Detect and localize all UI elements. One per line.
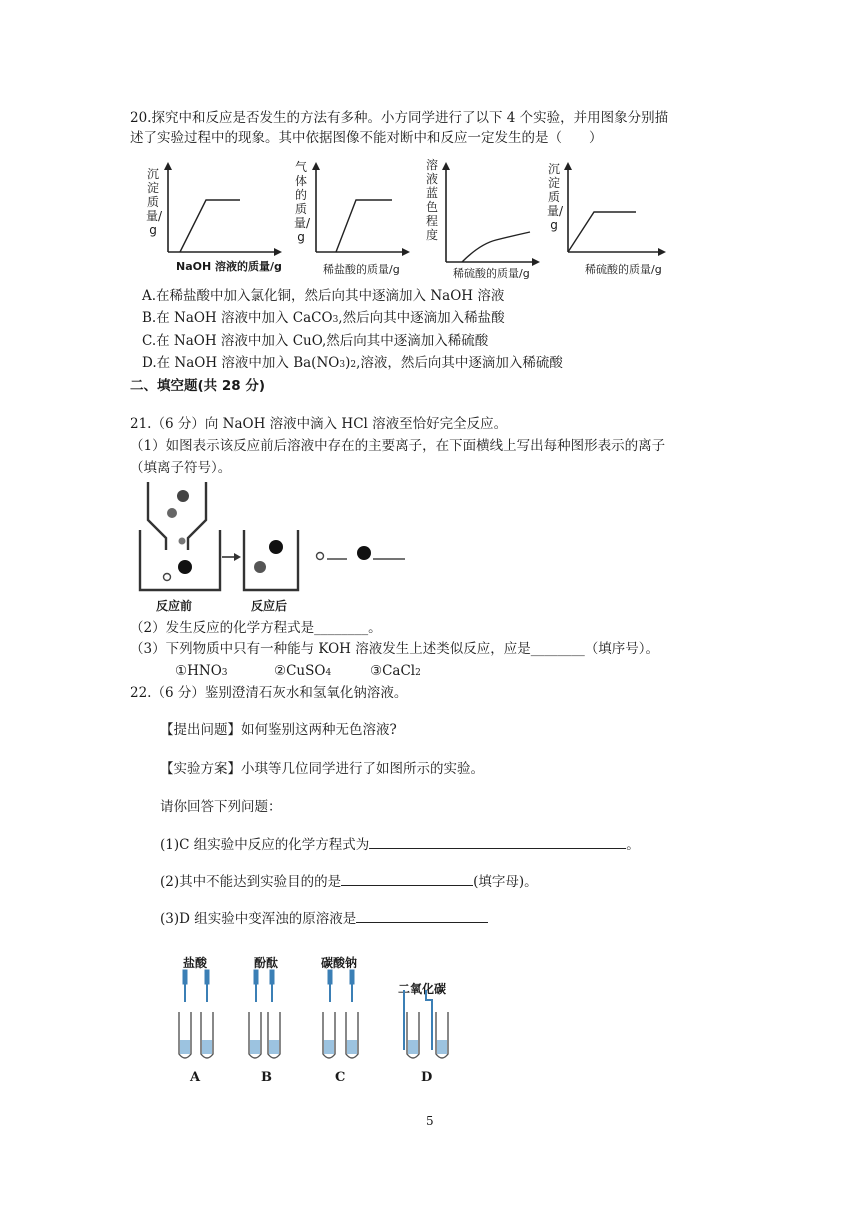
reagent-label-a: 盐酸 [183, 956, 208, 970]
graph-3-xlabel: 稀硫酸的质量/g [453, 267, 530, 280]
q22-intro: 22.（6 分）鉴别澄清石灰水和氢氧化钠溶液。 [130, 685, 408, 701]
group-label-d: D [421, 1070, 433, 1085]
group-label-c: C [335, 1070, 346, 1085]
page-number: 5 [426, 1114, 434, 1128]
q20-option-a: A.在稀盐酸中加入氯化铜，然后向其中逐滴加入 NaOH 溶液 [142, 288, 505, 304]
graph-2-xlabel: 稀盐酸的质量/g [323, 263, 400, 276]
q21-option-1: ①HNO3 [175, 663, 228, 679]
graph-1-ylabel: 沉淀质量/g [146, 167, 163, 237]
graph-4-xlabel: 稀硫酸的质量/g [585, 263, 662, 276]
q20-option-d: D.在 NaOH 溶液中加入 Ba(NO3)2,溶液，然后向其中逐滴加入稀硫酸 [142, 355, 563, 371]
q21-option-3: ③CaCl2 [370, 663, 421, 679]
reagent-label-b: 酚酞 [254, 956, 279, 970]
graph-4-ylabel: 沉淀质量/g [547, 162, 564, 232]
group-label-a: A [190, 1070, 201, 1085]
q22-plan: 【实验方案】小琪等几位同学进行了如图所示的实验。 [160, 761, 484, 777]
reagent-label-c: 碳酸钠 [321, 956, 358, 970]
graph-3-ylabel: 溶液蓝色程度 [425, 158, 438, 242]
q22-part1: (1)C 组实验中反应的化学方程式为 。 [160, 834, 640, 855]
q22-part3: (3)D 组实验中变浑浊的原溶液是 [160, 908, 488, 929]
q21-part2: （2）发生反应的化学方程式是________。 [130, 620, 382, 636]
label-before-reaction: 反应前 [156, 599, 193, 613]
q21-part1-line1: （1）如图表示该反应前后溶液中存在的主要离子，在下面横线上写出每种图形表示的离子 [130, 438, 666, 454]
q20-option-b: B.在 NaOH 溶液中加入 CaCO3,然后向其中逐滴加入稀盐酸 [142, 310, 505, 326]
q21-option-2: ②CuSO4 [274, 663, 332, 679]
section-heading: 二、填空题(共 28 分) [130, 378, 266, 394]
q22-part2: (2)其中不能达到实验目的的是 (填字母)。 [160, 871, 538, 892]
q22-question: 【提出问题】如何鉴别这两种无色溶液? [160, 722, 397, 738]
q21-part1-line2: （填离子符号）。 [130, 460, 232, 476]
q21-intro: 21.（6 分）向 NaOH 溶液中滴入 HCl 溶液至恰好完全反应。 [130, 416, 508, 432]
q20-line1: 20.探究中和反应是否发生的方法有多种。小方同学进行了以下 4 个实验，并用图象分别描 [130, 110, 669, 126]
graph-2-ylabel: 气体的质量/g [294, 160, 311, 244]
graph-1-xlabel: NaOH 溶液的质量/g [176, 260, 282, 273]
label-after-reaction: 反应后 [251, 599, 288, 613]
reagent-label-d: 二氧化碳 [398, 982, 447, 996]
q20-option-c: C.在 NaOH 溶液中加入 CuO,然后向其中逐滴加入稀硫酸 [142, 333, 489, 349]
group-label-b: B [261, 1070, 272, 1085]
q21-part3: （3）下列物质中只有一种能与 KOH 溶液发生上述类似反应，应是________（填序号）。 [130, 641, 659, 657]
q20-line2: 述了实验过程中的现象。其中依据图像不能对断中和反应一定发生的是（ ） [130, 130, 603, 146]
q22-please: 请你回答下列问题： [160, 799, 282, 815]
